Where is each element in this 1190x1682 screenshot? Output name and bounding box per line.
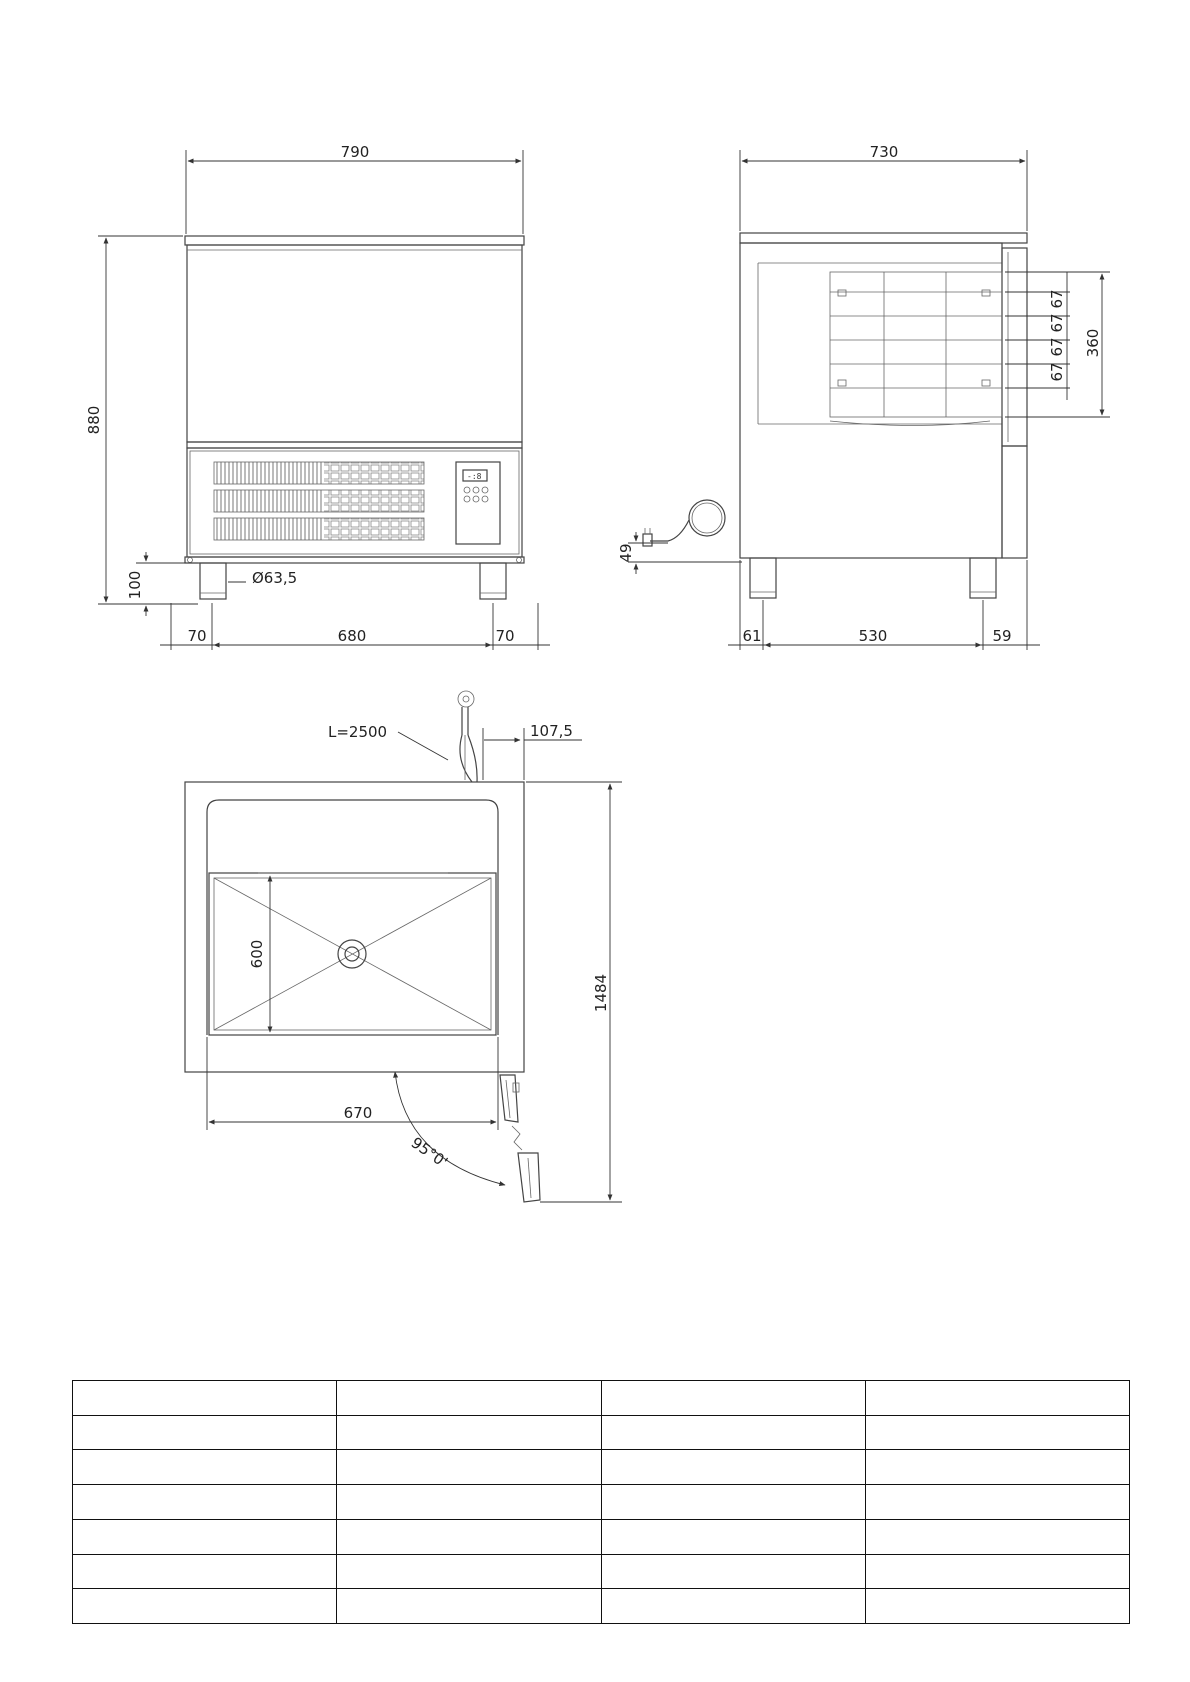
- front-left-foot: [200, 563, 226, 599]
- table-row: [73, 1485, 1130, 1520]
- table-cell: [337, 1554, 601, 1589]
- side-depth-label: 730: [869, 143, 899, 161]
- front-right-foot: [480, 563, 506, 599]
- cable-offset-label: 107,5: [530, 722, 573, 740]
- table-cell: [601, 1485, 865, 1520]
- table-cell: [601, 1589, 865, 1624]
- foot-diameter-label: Ø63,5: [252, 569, 298, 587]
- cable-height-label: 49: [617, 543, 635, 563]
- table-cell: [865, 1485, 1129, 1520]
- total-depth-open-label: 1484: [592, 973, 610, 1013]
- table-row: [73, 1450, 1130, 1485]
- side-door: [1002, 248, 1027, 446]
- shelf-spacing-1: 67: [1048, 289, 1066, 309]
- table-row: [73, 1554, 1130, 1589]
- side-lower-door: [1002, 446, 1027, 558]
- table-cell: [865, 1589, 1129, 1624]
- side-power-plug: [643, 534, 652, 546]
- shelf-spacing-2: 67: [1048, 313, 1066, 333]
- vent-grille-2: [214, 490, 322, 512]
- vent-grille-1: [214, 462, 322, 484]
- display-readout: -:8: [467, 472, 482, 481]
- top-outline: [185, 782, 524, 1072]
- front-view: [85, 143, 550, 650]
- side-top-plate: [740, 233, 1027, 243]
- shelf-spacing-4: 67: [1048, 362, 1066, 382]
- specification-table: [72, 1380, 1130, 1624]
- table-cell: [337, 1450, 601, 1485]
- table-cell: [865, 1450, 1129, 1485]
- front-right-offset-label: 70: [495, 627, 515, 645]
- shelf-spacing-3: 67: [1048, 337, 1066, 357]
- vent-grille-3: [214, 518, 322, 540]
- table-cell: [337, 1415, 601, 1450]
- table-row: [73, 1519, 1130, 1554]
- table-cell: [601, 1450, 865, 1485]
- table-cell: [601, 1381, 865, 1416]
- table-cell: [865, 1381, 1129, 1416]
- table-cell: [73, 1381, 337, 1416]
- cavity-depth-label: 600: [248, 939, 266, 969]
- top-view: [185, 691, 622, 1202]
- front-left-offset-label: 70: [187, 627, 207, 645]
- side-view: [617, 143, 1110, 650]
- table-cell: [337, 1485, 601, 1520]
- table-cell: [73, 1589, 337, 1624]
- foot-height-label: 100: [126, 570, 144, 600]
- control-panel: [456, 462, 500, 544]
- table-cell: [337, 1589, 601, 1624]
- table-cell: [865, 1554, 1129, 1589]
- table-cell: [73, 1554, 337, 1589]
- front-door-handle-strip: [187, 442, 522, 448]
- table-row: [73, 1415, 1130, 1450]
- rack-height-label: 360: [1084, 328, 1102, 358]
- table-row: [73, 1589, 1130, 1624]
- side-body: [740, 243, 1002, 558]
- side-foot-span-label: 530: [858, 627, 888, 645]
- door-angle-label: 95°0': [407, 1133, 452, 1172]
- table-cell: [337, 1519, 601, 1554]
- table-cell: [865, 1415, 1129, 1450]
- table-cell: [73, 1415, 337, 1450]
- front-foot-span-label: 680: [337, 627, 367, 645]
- table-cell: [73, 1450, 337, 1485]
- cavity-width-label: 670: [343, 1104, 373, 1122]
- side-rear-offset-label: 61: [742, 627, 762, 645]
- top-power-plug: [458, 691, 474, 707]
- top-inner-liner: [207, 800, 498, 1035]
- tray-rack: [830, 272, 1002, 426]
- door-swing: [500, 1075, 540, 1202]
- front-height-label: 880: [85, 405, 103, 435]
- table-cell: [601, 1415, 865, 1450]
- table-cell: [73, 1519, 337, 1554]
- cable-length-label: L=2500: [328, 723, 388, 741]
- table-cell: [601, 1519, 865, 1554]
- table-row: [73, 1381, 1130, 1416]
- table-cell: [337, 1381, 601, 1416]
- power-cable-coil: [689, 500, 725, 536]
- front-door: [187, 245, 522, 442]
- side-front-offset-label: 59: [992, 627, 1012, 645]
- front-top-plate: [185, 236, 524, 245]
- front-width-label: 790: [340, 143, 370, 161]
- table-cell: [73, 1485, 337, 1520]
- table-cell: [601, 1554, 865, 1589]
- table-cell: [865, 1519, 1129, 1554]
